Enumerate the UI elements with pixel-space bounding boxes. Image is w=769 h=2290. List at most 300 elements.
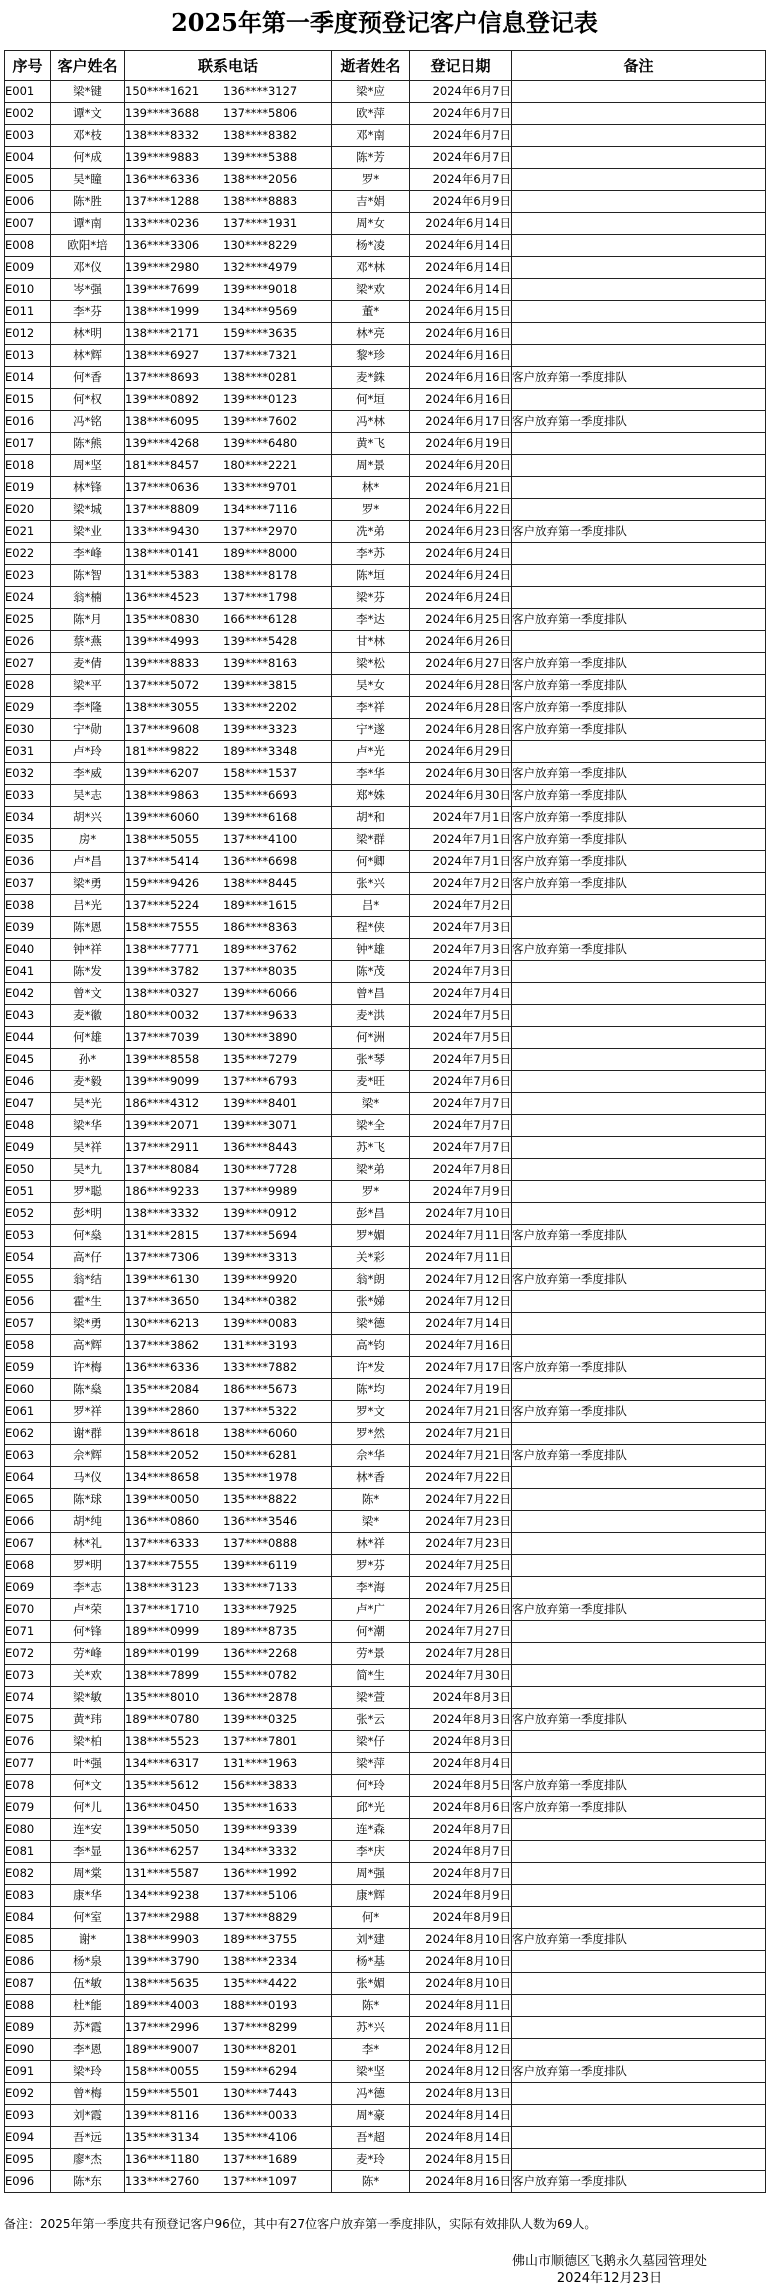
row-index: E007: [5, 213, 51, 235]
register-date: 2024年7月21日: [410, 1423, 512, 1445]
phone-secondary: 138****8445: [223, 876, 298, 890]
note: [512, 1885, 766, 1907]
phone-numbers: [125, 1467, 332, 1489]
phone-primary: 137****3650: [125, 1294, 200, 1308]
phone-numbers: [125, 301, 332, 323]
note: 客户放弃第一季度排队: [512, 1401, 766, 1423]
table-row: [5, 1819, 766, 1841]
phone-primary: 137****9608: [125, 722, 200, 736]
table-row: [5, 1423, 766, 1445]
phone-primary: 139****3782: [125, 964, 200, 978]
row-index: E072: [5, 1643, 51, 1665]
phone-secondary: 159****6294: [223, 2064, 298, 2078]
note: [512, 1093, 766, 1115]
row-index: E002: [5, 103, 51, 125]
note: [512, 741, 766, 763]
row-index: E060: [5, 1379, 51, 1401]
phone-primary: 134****6317: [125, 1756, 200, 1770]
register-date: 2024年6月23日: [410, 521, 512, 543]
note: [512, 1643, 766, 1665]
row-index: E088: [5, 1995, 51, 2017]
customer-name: 麦*毅: [51, 1071, 125, 1093]
table-row: [5, 631, 766, 653]
note: [512, 895, 766, 917]
phone-secondary: 130****3890: [223, 1030, 298, 1044]
table-row: [5, 785, 766, 807]
register-date: 2024年6月14日: [410, 235, 512, 257]
phone-numbers: [125, 1203, 332, 1225]
phone-secondary: 139****3313: [223, 1250, 298, 1264]
customer-name: 曾*文: [51, 983, 125, 1005]
register-date: 2024年7月12日: [410, 1269, 512, 1291]
deceased-name: 周*强: [332, 1863, 410, 1885]
note: [512, 1467, 766, 1489]
table-row: [5, 411, 766, 433]
phone-primary: 135****0830: [125, 612, 200, 626]
phone-secondary: 139****3815: [223, 678, 298, 692]
note: [512, 1115, 766, 1137]
row-index: E032: [5, 763, 51, 785]
note: [512, 1511, 766, 1533]
register-date: 2024年7月9日: [410, 1181, 512, 1203]
table-row: [5, 1687, 766, 1709]
phone-primary: 130****6213: [125, 1316, 200, 1330]
note: 客户放弃第一季度排队: [512, 807, 766, 829]
phone-secondary: 135****4422: [223, 1976, 298, 1990]
customer-name: 罗*明: [51, 1555, 125, 1577]
phone-secondary: 139****9018: [223, 282, 298, 296]
row-index: E005: [5, 169, 51, 191]
register-date: 2024年6月17日: [410, 411, 512, 433]
deceased-name: 翁*朗: [332, 1269, 410, 1291]
row-index: E014: [5, 367, 51, 389]
phone-primary: 158****7555: [125, 920, 200, 934]
deceased-name: 麦*洪: [332, 1005, 410, 1027]
register-date: 2024年7月1日: [410, 851, 512, 873]
row-index: E054: [5, 1247, 51, 1269]
customer-name: 谢*群: [51, 1423, 125, 1445]
phone-numbers: [125, 323, 332, 345]
customer-name: 吴*光: [51, 1093, 125, 1115]
customer-name: 马*仪: [51, 1467, 125, 1489]
register-date: 2024年8月3日: [410, 1709, 512, 1731]
table-row: [5, 1511, 766, 1533]
deceased-name: 劳*景: [332, 1643, 410, 1665]
phone-numbers: [125, 1841, 332, 1863]
customer-name: 李*威: [51, 763, 125, 785]
phone-numbers: [125, 81, 332, 103]
phone-numbers: [125, 2149, 332, 2171]
phone-numbers: [125, 1115, 332, 1137]
phone-numbers: [125, 1753, 332, 1775]
phone-primary: 138****3123: [125, 1580, 200, 1594]
customer-name: 高*辉: [51, 1335, 125, 1357]
row-index: E052: [5, 1203, 51, 1225]
phone-secondary: 133****9701: [223, 480, 298, 494]
customer-name: 欧阳*培: [51, 235, 125, 257]
customer-name: 孙*: [51, 1049, 125, 1071]
phone-numbers: [125, 1401, 332, 1423]
phone-numbers: [125, 1335, 332, 1357]
phone-primary: 136****6336: [125, 172, 200, 186]
deceased-name: 林*亮: [332, 323, 410, 345]
deceased-name: 梁*坚: [332, 2061, 410, 2083]
customer-name: 陈*燊: [51, 1379, 125, 1401]
customer-name: 钟*祥: [51, 939, 125, 961]
table-row: [5, 1159, 766, 1181]
phone-primary: 189****0199: [125, 1646, 200, 1660]
customer-name: 何*燊: [51, 1225, 125, 1247]
register-date: 2024年7月3日: [410, 939, 512, 961]
deceased-name: 梁*芬: [332, 587, 410, 609]
deceased-name: 麦*玲: [332, 2149, 410, 2171]
phone-secondary: 136****1992: [223, 1866, 298, 1880]
note: [512, 125, 766, 147]
row-index: E070: [5, 1599, 51, 1621]
phone-primary: 139****6060: [125, 810, 200, 824]
organization-name: 佛山市顺德区飞鹅永久墓园管理处: [511, 2254, 707, 2269]
phone-numbers: [125, 1291, 332, 1313]
customer-name: 刘*霞: [51, 2105, 125, 2127]
note: [512, 323, 766, 345]
phone-numbers: [125, 1489, 332, 1511]
customer-name: 陈*胜: [51, 191, 125, 213]
row-index: E018: [5, 455, 51, 477]
customer-name: 麦*倩: [51, 653, 125, 675]
phone-numbers: [125, 125, 332, 147]
note: [512, 1973, 766, 1995]
note: [512, 301, 766, 323]
table-row: [5, 741, 766, 763]
table-row: [5, 1951, 766, 1973]
phone-secondary: 134****7116: [223, 502, 298, 516]
row-index: E064: [5, 1467, 51, 1489]
phone-numbers: [125, 1159, 332, 1181]
phone-numbers: [125, 389, 332, 411]
customer-name: 李*隆: [51, 697, 125, 719]
phone-secondary: 150****6281: [223, 1448, 298, 1462]
phone-primary: 137****5414: [125, 854, 200, 868]
phone-primary: 180****0032: [125, 1008, 200, 1022]
row-index: E059: [5, 1357, 51, 1379]
note: [512, 1027, 766, 1049]
customer-name: 林*明: [51, 323, 125, 345]
phone-numbers: [125, 939, 332, 961]
register-date: 2024年8月12日: [410, 2039, 512, 2061]
row-index: E022: [5, 543, 51, 565]
row-index: E020: [5, 499, 51, 521]
register-date: 2024年7月12日: [410, 1291, 512, 1313]
deceased-name: 陈*: [332, 2171, 410, 2193]
note: [512, 1951, 766, 1973]
customer-name: 陈*发: [51, 961, 125, 983]
table-row: [5, 1775, 766, 1797]
table-row: [5, 1841, 766, 1863]
register-date: 2024年6月16日: [410, 345, 512, 367]
phone-secondary: 180****2221: [223, 458, 298, 472]
phone-numbers: [125, 235, 332, 257]
customer-name: 曾*梅: [51, 2083, 125, 2105]
register-date: 2024年6月26日: [410, 631, 512, 653]
note: [512, 345, 766, 367]
register-date: 2024年6月24日: [410, 587, 512, 609]
note: [512, 2127, 766, 2149]
deceased-name: 康*辉: [332, 1885, 410, 1907]
note: 客户放弃第一季度排队: [512, 675, 766, 697]
row-index: E091: [5, 2061, 51, 2083]
table-row: [5, 147, 766, 169]
deceased-name: 梁*萍: [332, 1753, 410, 1775]
phone-numbers: [125, 719, 332, 741]
register-date: 2024年7月3日: [410, 917, 512, 939]
note: [512, 1555, 766, 1577]
phone-primary: 138****3332: [125, 1206, 200, 1220]
deceased-name: 李*: [332, 2039, 410, 2061]
customer-name: 梁*柏: [51, 1731, 125, 1753]
table-header-row: [5, 51, 766, 81]
row-index: E065: [5, 1489, 51, 1511]
customer-name: 邓*枝: [51, 125, 125, 147]
table-row: [5, 1577, 766, 1599]
phone-secondary: 189****3348: [223, 744, 298, 758]
register-date: 2024年7月30日: [410, 1665, 512, 1687]
register-date: 2024年6月16日: [410, 367, 512, 389]
row-index: E087: [5, 1973, 51, 1995]
phone-secondary: 137****2970: [223, 524, 298, 538]
phone-primary: 137****2911: [125, 1140, 200, 1154]
deceased-name: 梁*松: [332, 653, 410, 675]
deceased-name: 罗*媚: [332, 1225, 410, 1247]
phone-numbers: [125, 851, 332, 873]
table-row: [5, 1753, 766, 1775]
register-date: 2024年7月5日: [410, 1049, 512, 1071]
phone-secondary: 138****8883: [223, 194, 298, 208]
phone-numbers: [125, 1775, 332, 1797]
deceased-name: 李*庆: [332, 1841, 410, 1863]
row-index: E006: [5, 191, 51, 213]
phone-primary: 150****1621: [125, 84, 200, 98]
register-date: 2024年7月7日: [410, 1137, 512, 1159]
deceased-name: 罗*: [332, 1181, 410, 1203]
deceased-name: 张*琴: [332, 1049, 410, 1071]
deceased-name: 宁*遂: [332, 719, 410, 741]
customer-name: 梁*勇: [51, 1313, 125, 1335]
deceased-name: 高*钧: [332, 1335, 410, 1357]
customer-name: 佘*辉: [51, 1445, 125, 1467]
phone-secondary: 189****3755: [223, 1932, 298, 1946]
row-index: E023: [5, 565, 51, 587]
phone-primary: 137****7306: [125, 1250, 200, 1264]
deceased-name: 刘*建: [332, 1929, 410, 1951]
table-row: [5, 1137, 766, 1159]
register-date: 2024年6月30日: [410, 763, 512, 785]
note: [512, 2105, 766, 2127]
note: 客户放弃第一季度排队: [512, 521, 766, 543]
table-row: [5, 939, 766, 961]
note: [512, 961, 766, 983]
deceased-name: 何*卿: [332, 851, 410, 873]
customer-name: 蔡*燕: [51, 631, 125, 653]
table-row: [5, 1467, 766, 1489]
table-row: [5, 169, 766, 191]
phone-secondary: 136****3127: [223, 84, 298, 98]
phone-numbers: [125, 1709, 332, 1731]
phone-primary: 136****0450: [125, 1800, 200, 1814]
phone-numbers: [125, 543, 332, 565]
table-row: [5, 345, 766, 367]
row-index: E025: [5, 609, 51, 631]
deceased-name: 周*豪: [332, 2105, 410, 2127]
phone-numbers: [125, 521, 332, 543]
phone-secondary: 137****6793: [223, 1074, 298, 1088]
note: 客户放弃第一季度排队: [512, 1357, 766, 1379]
phone-primary: 135****2084: [125, 1382, 200, 1396]
row-index: E026: [5, 631, 51, 653]
phone-primary: 139****6207: [125, 766, 200, 780]
phone-numbers: [125, 741, 332, 763]
phone-secondary: 139****9920: [223, 1272, 298, 1286]
phone-numbers: [125, 411, 332, 433]
phone-secondary: 133****7133: [223, 1580, 298, 1594]
table-row: [5, 1665, 766, 1687]
deceased-name: 佘*华: [332, 1445, 410, 1467]
row-index: E084: [5, 1907, 51, 1929]
register-date: 2024年8月9日: [410, 1885, 512, 1907]
customer-name: 廖*杰: [51, 2149, 125, 2171]
phone-numbers: [125, 1511, 332, 1533]
table-row: [5, 103, 766, 125]
phone-secondary: 130****8229: [223, 238, 298, 252]
phone-numbers: [125, 1423, 332, 1445]
phone-numbers: [125, 2017, 332, 2039]
header-register-date: 登记日期: [410, 51, 512, 81]
phone-numbers: [125, 1247, 332, 1269]
phone-numbers: [125, 807, 332, 829]
deceased-name: 彭*昌: [332, 1203, 410, 1225]
phone-secondary: 134****9569: [223, 304, 298, 318]
phone-secondary: 139****3071: [223, 1118, 298, 1132]
register-date: 2024年7月28日: [410, 1643, 512, 1665]
row-index: E071: [5, 1621, 51, 1643]
deceased-name: 关*彩: [332, 1247, 410, 1269]
note: [512, 917, 766, 939]
register-date: 2024年8月15日: [410, 2149, 512, 2171]
phone-primary: 138****1999: [125, 304, 200, 318]
customer-name: 霍*生: [51, 1291, 125, 1313]
phone-primary: 133****0236: [125, 216, 200, 230]
phone-secondary: 137****4100: [223, 832, 298, 846]
note: 客户放弃第一季度排队: [512, 1775, 766, 1797]
register-date: 2024年6月14日: [410, 279, 512, 301]
register-date: 2024年8月7日: [410, 1841, 512, 1863]
table-row: [5, 2061, 766, 2083]
register-date: 2024年7月4日: [410, 983, 512, 1005]
note: [512, 235, 766, 257]
note: [512, 1819, 766, 1841]
row-index: E055: [5, 1269, 51, 1291]
customer-name: 康*华: [51, 1885, 125, 1907]
row-index: E038: [5, 895, 51, 917]
phone-secondary: 137****7801: [223, 1734, 298, 1748]
phone-secondary: 131****3193: [223, 1338, 298, 1352]
deceased-name: 胡*和: [332, 807, 410, 829]
table-row: [5, 2127, 766, 2149]
customer-name: 许*梅: [51, 1357, 125, 1379]
phone-secondary: 137****1097: [223, 2174, 298, 2188]
phone-numbers: [125, 961, 332, 983]
row-index: E039: [5, 917, 51, 939]
table-row: [5, 1973, 766, 1995]
register-date: 2024年6月7日: [410, 81, 512, 103]
phone-numbers: [125, 917, 332, 939]
phone-numbers: [125, 2039, 332, 2061]
note: [512, 213, 766, 235]
deceased-name: 杨*基: [332, 1951, 410, 1973]
deceased-name: 陈*: [332, 1995, 410, 2017]
phone-secondary: 137****8299: [223, 2020, 298, 2034]
deceased-name: 梁*: [332, 1093, 410, 1115]
phone-primary: 137****5224: [125, 898, 200, 912]
deceased-name: 吕*: [332, 895, 410, 917]
phone-primary: 137****7555: [125, 1558, 200, 1572]
phone-secondary: 131****1963: [223, 1756, 298, 1770]
phone-numbers: [125, 455, 332, 477]
deceased-name: 罗*文: [332, 1401, 410, 1423]
phone-numbers: [125, 2171, 332, 2193]
customer-name: 陈*智: [51, 565, 125, 587]
header-deceased-name: 逝者姓名: [332, 51, 410, 81]
note: [512, 631, 766, 653]
phone-primary: 137****8084: [125, 1162, 200, 1176]
deceased-name: 张*娣: [332, 1291, 410, 1313]
deceased-name: 罗*芬: [332, 1555, 410, 1577]
register-date: 2024年6月24日: [410, 565, 512, 587]
phone-secondary: 166****6128: [223, 612, 298, 626]
row-index: E037: [5, 873, 51, 895]
phone-numbers: [125, 2083, 332, 2105]
row-index: E040: [5, 939, 51, 961]
note: 客户放弃第一季度排队: [512, 411, 766, 433]
table-row: [5, 455, 766, 477]
customer-name: 卢*玲: [51, 741, 125, 763]
header-customer-name: 客户姓名: [51, 51, 125, 81]
customer-name: 卢*昌: [51, 851, 125, 873]
note: [512, 191, 766, 213]
customer-name: 关*欢: [51, 1665, 125, 1687]
table-row: [5, 1005, 766, 1027]
phone-secondary: 139****7602: [223, 414, 298, 428]
note: [512, 2083, 766, 2105]
phone-numbers: [125, 1181, 332, 1203]
table-row: [5, 213, 766, 235]
phone-primary: 139****8558: [125, 1052, 200, 1066]
phone-primary: 189****4003: [125, 1998, 200, 2012]
register-date: 2024年6月28日: [410, 675, 512, 697]
phone-numbers: [125, 1995, 332, 2017]
row-index: E030: [5, 719, 51, 741]
customer-name: 梁*平: [51, 675, 125, 697]
register-date: 2024年8月10日: [410, 1929, 512, 1951]
phone-primary: 139****9883: [125, 150, 200, 164]
phone-primary: 139****8116: [125, 2108, 200, 2122]
table-row: [5, 675, 766, 697]
deceased-name: 曾*昌: [332, 983, 410, 1005]
phone-secondary: 134****3332: [223, 1844, 298, 1858]
phone-secondary: 137****1931: [223, 216, 298, 230]
phone-secondary: 137****9633: [223, 1008, 298, 1022]
phone-secondary: 137****0888: [223, 1536, 298, 1550]
customer-name: 李*峰: [51, 543, 125, 565]
